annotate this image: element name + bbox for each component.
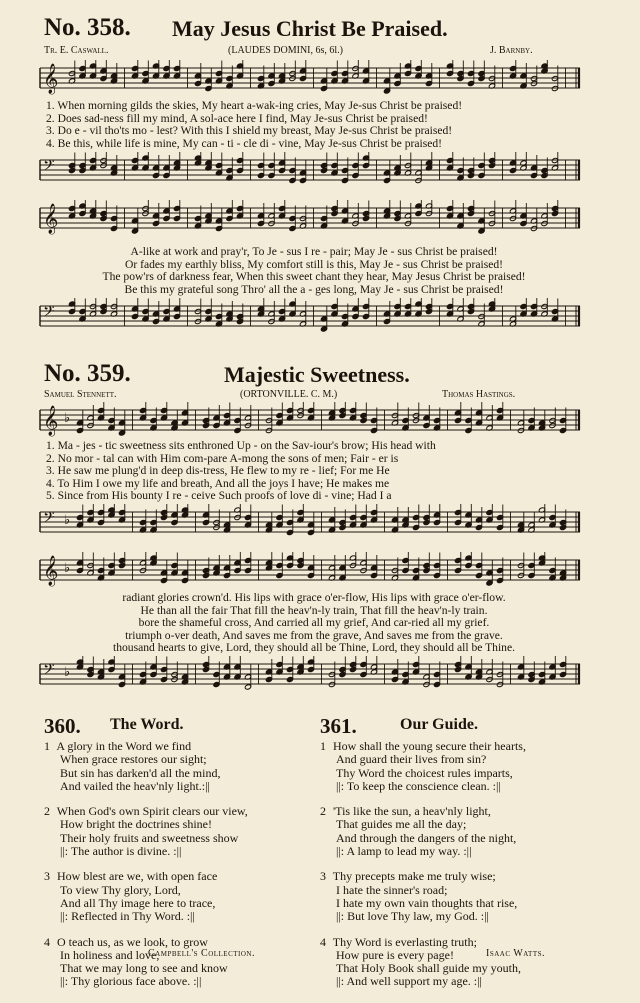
hymn-360-number: 360. bbox=[44, 714, 81, 738]
hymn-358-author: Tr. E. Caswall. bbox=[44, 45, 109, 56]
hymn-359-lyric-line: 3. He saw me plung'd in deep dis-tress, He flew to my re - lief; For me He bbox=[46, 465, 390, 478]
hymn-359-lyric-line: He than all the fair That fill the heav'n-ly train, That fill the heav'n-ly train. bbox=[140, 604, 488, 617]
hymn-360-header bbox=[44, 714, 314, 740]
verse-line: Thy Word is everlasting truth; bbox=[332, 934, 477, 949]
hymn-359-lyric-line: radiant glories crown'd. His lips with grace o'er-flow, His lips with grace o'er-flow. bbox=[122, 592, 506, 604]
verse-line: That Holy Book shall guide my youth, bbox=[336, 961, 521, 976]
hymn-359-lyric-line: 5. Since from His bounty I re - ceive Such proofs of love di - vine; Had I a bbox=[46, 490, 392, 503]
hymn-359-credits bbox=[44, 389, 584, 401]
hymn-358-credits bbox=[44, 45, 584, 57]
verse-line: How bright the doctrines shine! bbox=[60, 817, 212, 832]
verse-line: That we may long to see and know bbox=[60, 961, 228, 976]
hymn-359-lyric-line: thousand hearts to give, Lord, they should all be Thine, Lord, they should all be Thine. bbox=[112, 642, 516, 655]
verse-line: In holiness and love, bbox=[60, 947, 160, 962]
hymn-358-lyric-line: 4. Be this, while life is mine, My can - ti - cle di - vine, May Je-sus Christ be praised! bbox=[46, 137, 443, 150]
hymn-361-header bbox=[320, 714, 590, 740]
verse-line: Thy Word the choicest rules imparts, bbox=[336, 765, 513, 780]
verse-line: ||: To keep the conscience clean. :|| bbox=[336, 778, 501, 793]
hymn-360-title: The Word. bbox=[110, 716, 184, 733]
hymn-358-lyric-line: 1. When morning gilds the skies, My heart a-wak-ing cries, May Je-sus Christ be praised! bbox=[46, 100, 463, 112]
bass-clef-icon: 𝄢 bbox=[43, 303, 55, 324]
hymn-359-header bbox=[44, 360, 604, 390]
verse-line: How blest are we, with open face bbox=[57, 869, 218, 884]
hymn-358-header bbox=[44, 14, 604, 44]
hymn-358-staff-2-treble bbox=[36, 200, 582, 240]
hymn-360-attribution: Campbell's Collection. bbox=[148, 948, 255, 959]
hymn-358-lyric-line: Be this my grateful song Thro' all the a - ges long, May Je - sus Christ be praised! bbox=[124, 283, 504, 296]
hymn-360-verse-1: 1 A glory in the Word we find When grace restores our sight; But sin has darken'd all the mind, And vailed the heav'nly light.:|| bbox=[44, 739, 221, 793]
hymn-358-lyric-line: Or fades my earthly bliss, My comfort still is this, May Je - sus Christ be praised! bbox=[124, 258, 504, 271]
hymn-360-verse-3: 3 How blest are we, with open face To view Thy glory, Lord, And all Thy image here to trace, ||: Reflected in Thy Word. :|| bbox=[44, 869, 218, 924]
hymn-360-verse-2: 2 When God's own Spirit clears our view, How bright the doctrines shine! Their holy fruits and sweetness show ||: The author is divine. :|| bbox=[44, 804, 248, 859]
hymn-361-verse-4: 4 Thy Word is everlasting truth; How pure is every page! That Holy Book shall guide my youth, ||: And well support my age. :|| bbox=[320, 934, 521, 989]
verse-line: And all Thy image here to trace, bbox=[60, 895, 216, 910]
flat-icon: ♭ bbox=[64, 561, 71, 576]
hymn-359-staff-2-treble bbox=[36, 552, 582, 592]
hymn-359-title: Majestic Sweetness. bbox=[224, 362, 410, 387]
bass-clef-icon: 𝄢 bbox=[43, 509, 55, 530]
verse-line: ||: And well support my age. :|| bbox=[336, 974, 482, 989]
verse-line: Their holy fruits and sweetness show bbox=[60, 830, 239, 845]
flat-icon: ♭ bbox=[64, 513, 71, 528]
hymn-358-lyric-line: A-like at work and pray'r, To Je - sus I re - pair; May Je - sus Christ be praised! bbox=[130, 246, 498, 258]
hymn-359-lyric-line: 2. No mor - tal can with Him com-pare A-mong the sons of men; Fair - er is bbox=[46, 452, 399, 465]
verse-line: How shall the young secure their hearts, bbox=[333, 739, 526, 753]
verse-line: ||: Reflected in Thy Word. :|| bbox=[60, 909, 195, 924]
hymn-361 bbox=[320, 714, 590, 1001]
verse-line: ||: Thy glorious face above. :|| bbox=[60, 974, 202, 989]
hymn-359-staff-1-bass bbox=[36, 504, 582, 544]
verse-line: That guides me all the day; bbox=[336, 817, 467, 832]
flat-icon: ♭ bbox=[64, 411, 71, 426]
hymn-361-title: Our Guide. bbox=[400, 716, 478, 733]
hymn-358-tune: (LAUDES DOMINI, 6s, 6l.) bbox=[228, 45, 343, 56]
hymn-359-number: No. 359. bbox=[44, 360, 131, 387]
bass-clef-icon: 𝄢 bbox=[43, 157, 55, 178]
hymn-361-verse-2: 2 'Tis like the sun, a heav'nly light, That guides me all the day; And through the dangers of the night, ||: A lamp to lead my way. :|| bbox=[320, 804, 517, 859]
verse-line: A glory in the Word we find bbox=[56, 739, 192, 753]
verse-line: I hate my own vain thoughts that rise, bbox=[336, 895, 518, 910]
hymn-359-author: Samuel Stennett. bbox=[44, 389, 117, 400]
hymn-361-attribution: Isaac Watts. bbox=[486, 948, 545, 959]
hymn-358-staff-1-bass bbox=[36, 152, 582, 192]
hymn-359-lyric-line: triumph o-ver death, And saves me from the grave, And saves me from the grave. bbox=[125, 629, 503, 642]
hymn-360-verse-4: 4 O teach us, as we look, to grow In holiness and love, That we may long to see and know ||: Thy glorious face above. :|| bbox=[44, 934, 228, 989]
verse-line: How pure is every page! bbox=[336, 947, 454, 962]
verse-line: When God's own Spirit clears our view, bbox=[56, 804, 248, 819]
flat-icon: ♭ bbox=[64, 665, 71, 680]
verse-line: And vailed the heav'nly light.:|| bbox=[60, 778, 210, 793]
verse-line: Thy precepts make me truly wise; bbox=[332, 869, 496, 884]
verse-line: ||: The author is divine. :|| bbox=[60, 844, 182, 859]
hymn-358-lyrics-1 bbox=[46, 100, 582, 150]
treble-clef-icon: 𝄞 bbox=[43, 406, 59, 436]
hymn-358-lyric-line: 2. Does sad-ness fill my mind, A sol-ace here I find, May Je-sus Christ be praised! bbox=[46, 112, 428, 125]
hymn-359-tune: (ORTONVILLE. C. M.) bbox=[240, 389, 338, 400]
verse-line: 'Tis like the sun, a heav'nly light, bbox=[333, 804, 491, 819]
bass-clef-icon: 𝄢 bbox=[43, 661, 55, 682]
hymn-361-verse-3: 3 Thy precepts make me truly wise; I hate the sinner's road; I hate my own vain thoughts that rise, ||: But love Thy law, my God. :|| bbox=[320, 869, 518, 924]
verse-line: And through the dangers of the night, bbox=[336, 830, 517, 845]
treble-clef-icon: 𝄞 bbox=[43, 556, 59, 586]
hymn-359-lyrics-1 bbox=[46, 440, 582, 503]
hymn-359-lyrics-2 bbox=[46, 592, 582, 655]
hymn-359-lyric-line: 1. Ma - jes - tic sweetness sits enthroned Up - on the Sav-iour's brow; His head with bbox=[46, 440, 436, 452]
hymn-361-number: 361. bbox=[320, 714, 357, 738]
hymn-358-lyrics-2 bbox=[46, 246, 582, 296]
verse-line: ||: But love Thy law, my God. :|| bbox=[336, 909, 489, 924]
verse-line: To view Thy glory, Lord, bbox=[60, 882, 181, 897]
verse-line: I hate the sinner's road; bbox=[336, 882, 448, 897]
verse-line: O teach us, as we look, to grow bbox=[57, 934, 208, 949]
hymn-361-verse-1: 1 How shall the young secure their hearts, And guard their lives from sin? Thy Word the choicest rules imparts, ||: To keep the conscience clean. :|| bbox=[320, 739, 526, 793]
hymn-359-staff-1-treble bbox=[36, 402, 582, 442]
hymn-359-composer: Thomas Hastings. bbox=[442, 389, 516, 400]
hymn-358-staff-1-treble bbox=[36, 60, 582, 100]
treble-clef-icon: 𝄞 bbox=[43, 204, 59, 234]
hymn-358-title: May Jesus Christ Be Praised. bbox=[172, 16, 448, 41]
hymn-359-lyric-line: bore the shameful cross, And carried all my grief, And car-ried all my grief. bbox=[138, 617, 490, 630]
hymn-359-lyric-line: 4. To Him I owe my life and breath, And all the joys I have; He makes me bbox=[46, 477, 390, 490]
hymn-358-composer: J. Barnby. bbox=[490, 45, 533, 56]
verse-line: When grace restores our sight; bbox=[60, 752, 207, 767]
verse-line: And guard their lives from sin? bbox=[336, 752, 487, 767]
verse-line: But sin has darken'd all the mind, bbox=[60, 765, 221, 780]
hymn-358-lyric-line: The pow'rs of darkness fear, When this sweet chant they hear, May Jesus Christ be praised! bbox=[102, 271, 526, 284]
verse-line: ||: A lamp to lead my way. :|| bbox=[336, 844, 472, 859]
hymn-358-lyric-line: 3. Do e - vil tho'ts mo - lest? With this I shield my breast, May Je-sus Christ be praised! bbox=[46, 125, 453, 138]
hymn-359-staff-2-bass bbox=[36, 656, 582, 696]
hymn-358-number: No. 358. bbox=[44, 14, 131, 41]
treble-clef-icon: 𝄞 bbox=[43, 64, 59, 94]
hymn-358-staff-2-bass bbox=[36, 298, 582, 338]
